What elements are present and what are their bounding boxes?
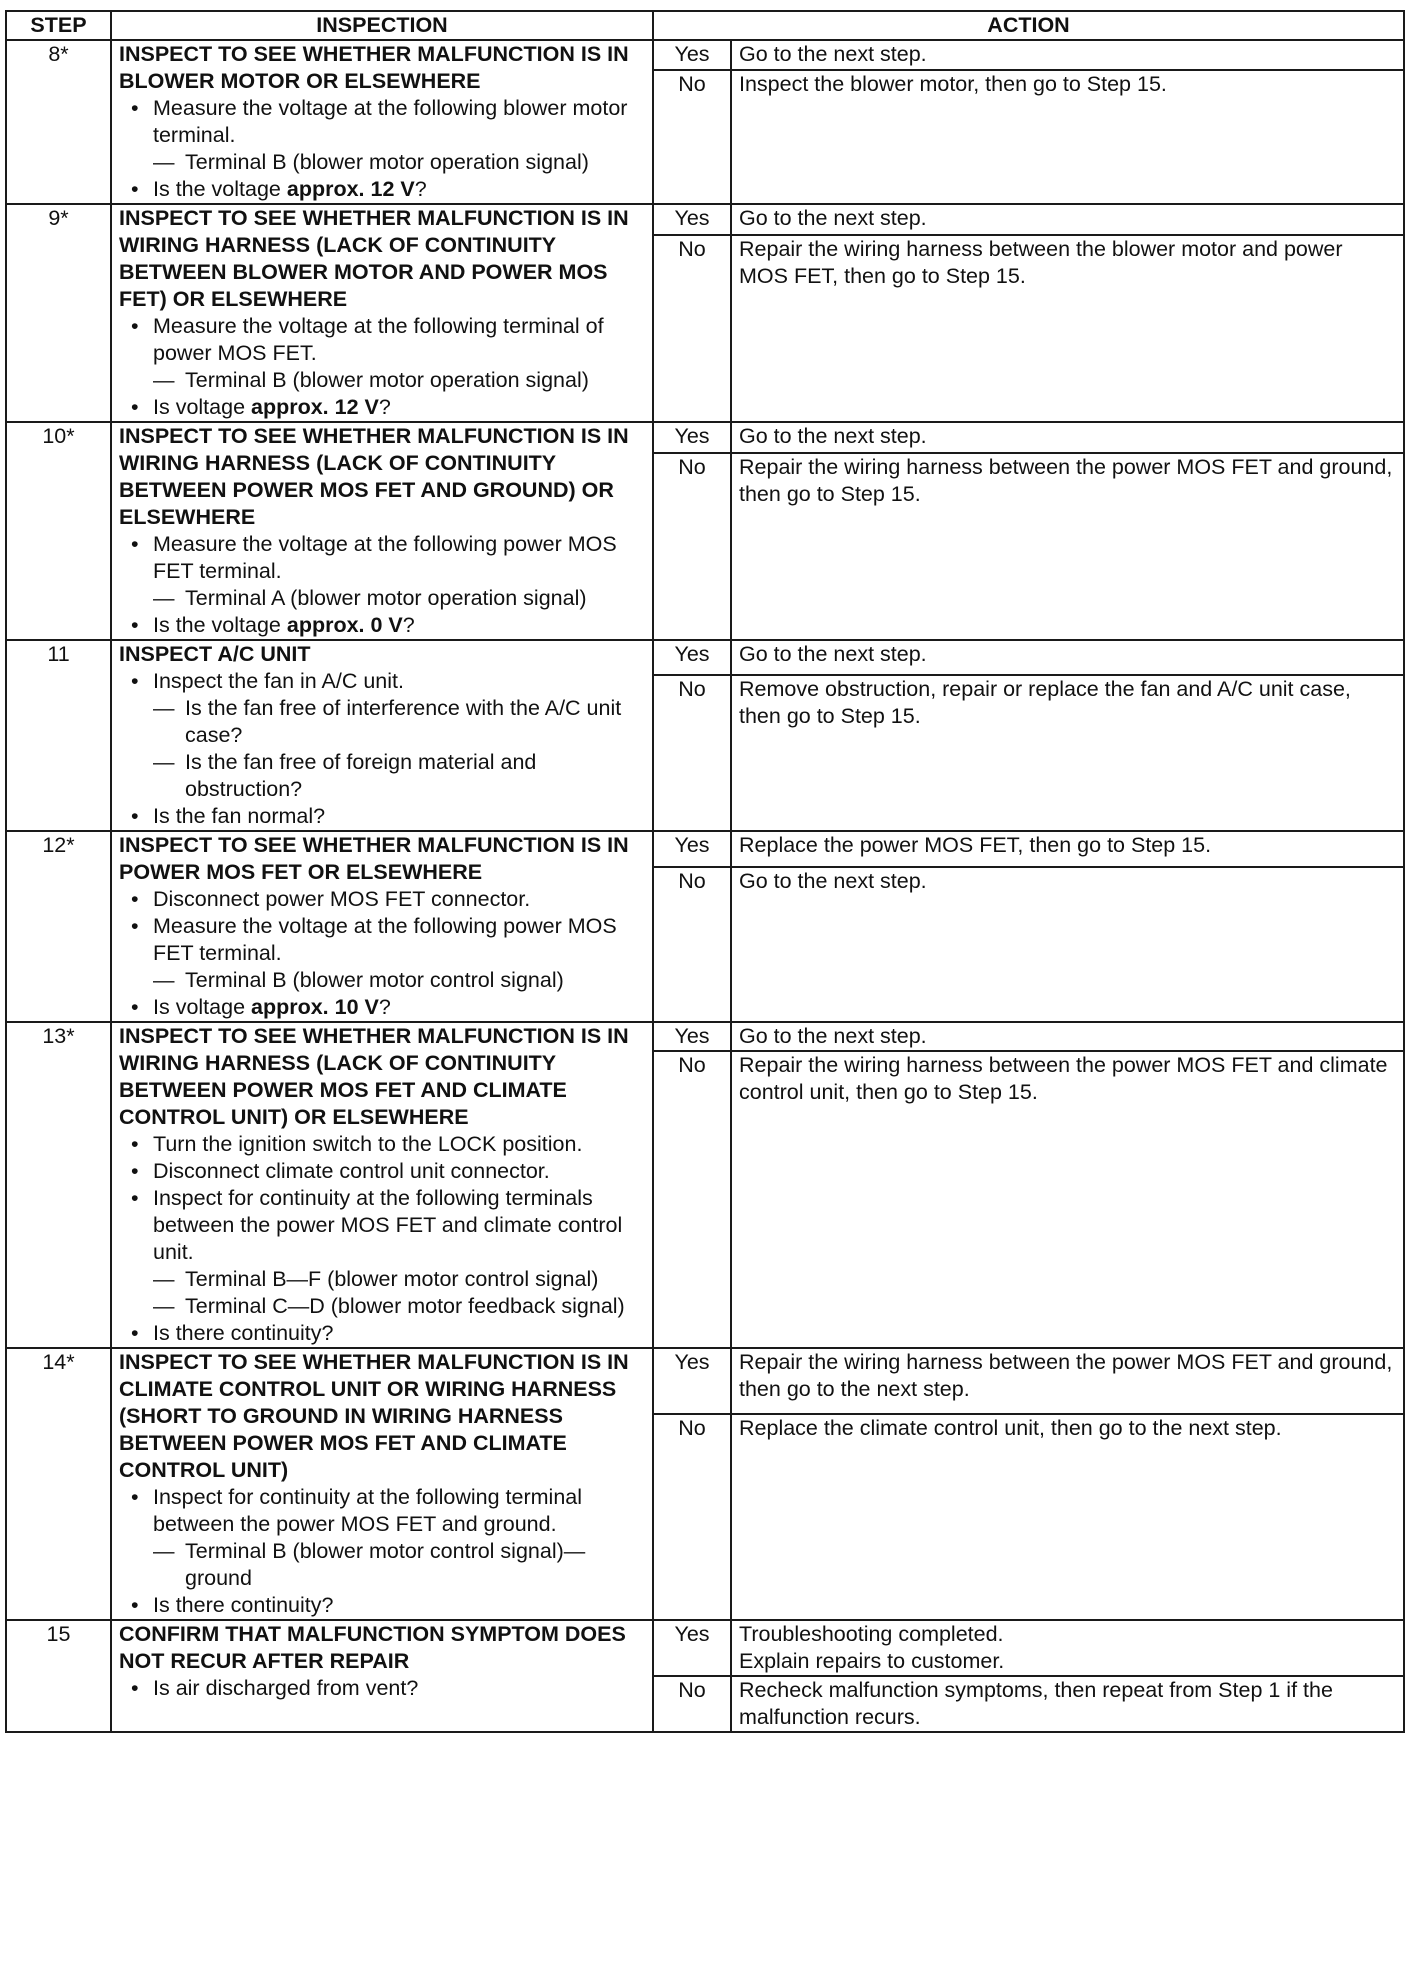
bullet-text: Inspect for continuity at the following terminals between the power MOS FET and climate control unit.	[153, 1186, 623, 1264]
yes-action	[731, 640, 1404, 675]
inspection-cell	[111, 422, 653, 640]
bullet-text: Turn the ignition switch to the LOCK position.	[153, 1132, 583, 1156]
inspection-bullets	[119, 531, 645, 639]
yes-action-text: Repair the wiring harness between the power MOS FET and ground, then go to the next step.	[739, 1350, 1393, 1401]
bullet-item	[119, 1592, 645, 1619]
step-header: STEP	[6, 11, 111, 40]
yes-action-text: Replace the power MOS FET, then go to Step 15.	[739, 833, 1212, 857]
bullet-bold-value: approx. 10 V	[251, 995, 379, 1019]
bullet-tail: ?	[414, 177, 427, 201]
yes-action	[731, 204, 1404, 235]
yes-action	[731, 831, 1404, 867]
inspection-title: INSPECT TO SEE WHETHER MALFUNCTION IS IN BLOWER MOTOR OR ELSEWHERE	[119, 42, 629, 93]
inspection-bullets	[119, 1484, 645, 1619]
yes-label: Yes	[653, 204, 731, 235]
table-row	[6, 1022, 1404, 1051]
bullet-item	[119, 1320, 645, 1347]
yes-action	[731, 1022, 1404, 1051]
inspection-bullets	[119, 886, 645, 1021]
yes-action	[731, 1620, 1404, 1676]
no-action: Repair the wiring harness between the power MOS FET and ground, then go to Step 15.	[731, 453, 1404, 640]
inspection-bullets	[119, 313, 645, 421]
bullet-item	[119, 994, 645, 1021]
bullet-item	[119, 886, 645, 913]
bullet-item	[119, 1675, 645, 1702]
bullet-item	[119, 531, 645, 612]
sub-items	[153, 967, 645, 994]
bullet-text: Inspect the fan in A/C unit.	[153, 669, 404, 693]
inspection-bullets	[119, 95, 645, 203]
sub-items	[153, 149, 645, 176]
yes-action	[731, 422, 1404, 453]
no-label: No	[653, 453, 731, 640]
yes-action-text: Go to the next step.	[739, 424, 927, 448]
table-body	[6, 40, 1404, 1732]
sub-items	[153, 695, 645, 803]
bullet-tail: ?	[378, 995, 391, 1019]
step-number: 14*	[6, 1348, 111, 1620]
no-action: Repair the wiring harness between the power MOS FET and climate control unit, then go to Step 15.	[731, 1051, 1404, 1348]
sub-item: — Terminal B (blower motor control signal)	[153, 967, 645, 994]
step-number: 10*	[6, 422, 111, 640]
inspection-title: INSPECT TO SEE WHETHER MALFUNCTION IS IN POWER MOS FET OR ELSEWHERE	[119, 833, 629, 884]
sub-items	[153, 585, 645, 612]
bullet-text: Is voltage	[153, 995, 251, 1019]
bullet-text: Measure the voltage at the following terminal of power MOS FET.	[153, 314, 604, 365]
no-action: Remove obstruction, repair or replace the fan and A/C unit case, then go to Step 15.	[731, 675, 1404, 831]
sub-item: — Is the fan free of interference with the A/C unit case?	[153, 695, 645, 749]
bullet-bold-value: approx. 12 V	[286, 177, 415, 201]
step-number: 11	[6, 640, 111, 831]
no-label: No	[653, 1051, 731, 1348]
yes-label: Yes	[653, 1022, 731, 1051]
inspection-bullets	[119, 668, 645, 830]
action-header: ACTION	[653, 11, 1404, 40]
step-number: 15	[6, 1620, 111, 1732]
bullet-bold-value: approx. 12 V	[251, 395, 379, 419]
inspection-title: INSPECT A/C UNIT	[119, 642, 311, 666]
bullet-text: Is the voltage	[153, 177, 287, 201]
no-label: No	[653, 867, 731, 1022]
table-row	[6, 422, 1404, 453]
sub-items	[153, 1266, 645, 1320]
bullet-text: Measure the voltage at the following power MOS FET terminal.	[153, 914, 617, 965]
bullet-text: Measure the voltage at the following power MOS FET terminal.	[153, 532, 617, 583]
bullet-item	[119, 394, 645, 421]
inspection-title: CONFIRM THAT MALFUNCTION SYMPTOM DOES NOT RECUR AFTER REPAIR	[119, 1622, 626, 1673]
yes-action-text: Go to the next step.	[739, 642, 927, 666]
no-action: Replace the climate control unit, then go to the next step.	[731, 1414, 1404, 1620]
table-row	[6, 204, 1404, 235]
sub-item: — Terminal B—F (blower motor control signal)	[153, 1266, 645, 1293]
yes-action-text: Go to the next step.	[739, 42, 927, 66]
bullet-text: Inspect for continuity at the following terminal between the power MOS FET and ground.	[153, 1485, 583, 1536]
step-number: 12*	[6, 831, 111, 1022]
yes-label: Yes	[653, 831, 731, 867]
bullet-item	[119, 612, 645, 639]
no-label: No	[653, 1676, 731, 1732]
step-number: 9*	[6, 204, 111, 422]
inspection-header: INSPECTION	[111, 11, 653, 40]
inspection-cell	[111, 204, 653, 422]
bullet-text: Disconnect climate control unit connector.	[153, 1159, 550, 1183]
yes-label: Yes	[653, 40, 731, 70]
yes-action-text-2: Explain repairs to customer.	[739, 1649, 1005, 1673]
inspection-cell	[111, 1620, 653, 1732]
no-label: No	[653, 675, 731, 831]
no-label: No	[653, 70, 731, 204]
inspection-cell	[111, 640, 653, 831]
yes-label: Yes	[653, 1620, 731, 1676]
sub-items	[153, 1538, 645, 1592]
inspection-cell	[111, 1348, 653, 1620]
bullet-item	[119, 95, 645, 176]
bullet-tail: ?	[402, 613, 415, 637]
yes-label: Yes	[653, 640, 731, 675]
sub-item: — Terminal C—D (blower motor feedback signal)	[153, 1293, 645, 1320]
table-header-row	[6, 11, 1404, 40]
bullet-item	[119, 313, 645, 394]
sub-item: — Terminal B (blower motor control signal)—ground	[153, 1538, 645, 1592]
inspection-cell	[111, 1022, 653, 1348]
bullet-text: Disconnect power MOS FET connector.	[153, 887, 531, 911]
table-row	[6, 831, 1404, 867]
bullet-item	[119, 803, 645, 830]
sub-item: — Terminal B (blower motor operation signal)	[153, 149, 645, 176]
inspection-title: INSPECT TO SEE WHETHER MALFUNCTION IS IN CLIMATE CONTROL UNIT OR WIRING HARNESS (SHORT TO GROUND IN WIRING HARNESS BETWEEN POWER MOS FET AND CLIMATE CONTROL UNIT)	[119, 1350, 629, 1482]
inspection-title: INSPECT TO SEE WHETHER MALFUNCTION IS IN WIRING HARNESS (LACK OF CONTINUITY BETWEEN POWER MOS FET AND GROUND) OR ELSEWHERE	[119, 424, 629, 529]
bullet-item	[119, 913, 645, 994]
no-action: Go to the next step.	[731, 867, 1404, 1022]
table-row	[6, 640, 1404, 675]
bullet-item	[119, 176, 645, 203]
bullet-text: Is there continuity?	[153, 1593, 334, 1617]
bullet-text: Measure the voltage at the following blower motor terminal.	[153, 96, 628, 147]
table-row	[6, 1348, 1404, 1414]
bullet-text: Is there continuity?	[153, 1321, 334, 1345]
yes-label: Yes	[653, 1348, 731, 1414]
no-action: Recheck malfunction symptoms, then repeat from Step 1 if the malfunction recurs.	[731, 1676, 1404, 1732]
step-number: 13*	[6, 1022, 111, 1348]
bullet-item	[119, 1158, 645, 1185]
bullet-text: Is voltage	[153, 395, 251, 419]
bullet-text: Is air discharged from vent?	[153, 1676, 419, 1700]
bullet-text: Is the fan normal?	[153, 804, 326, 828]
inspection-bullets	[119, 1131, 645, 1347]
yes-action-text: Go to the next step.	[739, 1024, 927, 1048]
bullet-item	[119, 1484, 645, 1592]
step-number: 8*	[6, 40, 111, 204]
no-label: No	[653, 1414, 731, 1620]
sub-item: — Terminal B (blower motor operation signal)	[153, 367, 645, 394]
no-action: Repair the wiring harness between the blower motor and power MOS FET, then go to Step 15.	[731, 235, 1404, 422]
inspection-bullets	[119, 1675, 645, 1702]
table-row	[6, 40, 1404, 70]
bullet-item	[119, 1185, 645, 1320]
sub-item: — Is the fan free of foreign material and obstruction?	[153, 749, 645, 803]
no-action: Inspect the blower motor, then go to Step 15.	[731, 70, 1404, 204]
yes-action	[731, 1348, 1404, 1414]
bullet-item	[119, 668, 645, 803]
yes-action	[731, 40, 1404, 70]
inspection-cell	[111, 831, 653, 1022]
sub-item: — Terminal A (blower motor operation signal)	[153, 585, 645, 612]
no-label: No	[653, 235, 731, 422]
inspection-title: INSPECT TO SEE WHETHER MALFUNCTION IS IN WIRING HARNESS (LACK OF CONTINUITY BETWEEN BLOWER MOTOR AND POWER MOS FET) OR ELSEWHERE	[119, 206, 629, 311]
troubleshooting-table	[5, 10, 1405, 1733]
bullet-tail: ?	[378, 395, 391, 419]
yes-action-text: Troubleshooting completed.	[739, 1622, 1004, 1646]
bullet-item	[119, 1131, 645, 1158]
bullet-text: Is the voltage	[153, 613, 287, 637]
yes-action-text: Go to the next step.	[739, 206, 927, 230]
yes-label: Yes	[653, 422, 731, 453]
bullet-bold-value: approx. 0 V	[286, 613, 403, 637]
inspection-cell	[111, 40, 653, 204]
sub-items	[153, 367, 645, 394]
table-row	[6, 1620, 1404, 1676]
inspection-title: INSPECT TO SEE WHETHER MALFUNCTION IS IN WIRING HARNESS (LACK OF CONTINUITY BETWEEN POWER MOS FET AND CLIMATE CONTROL UNIT) OR ELSEWHERE	[119, 1024, 629, 1129]
